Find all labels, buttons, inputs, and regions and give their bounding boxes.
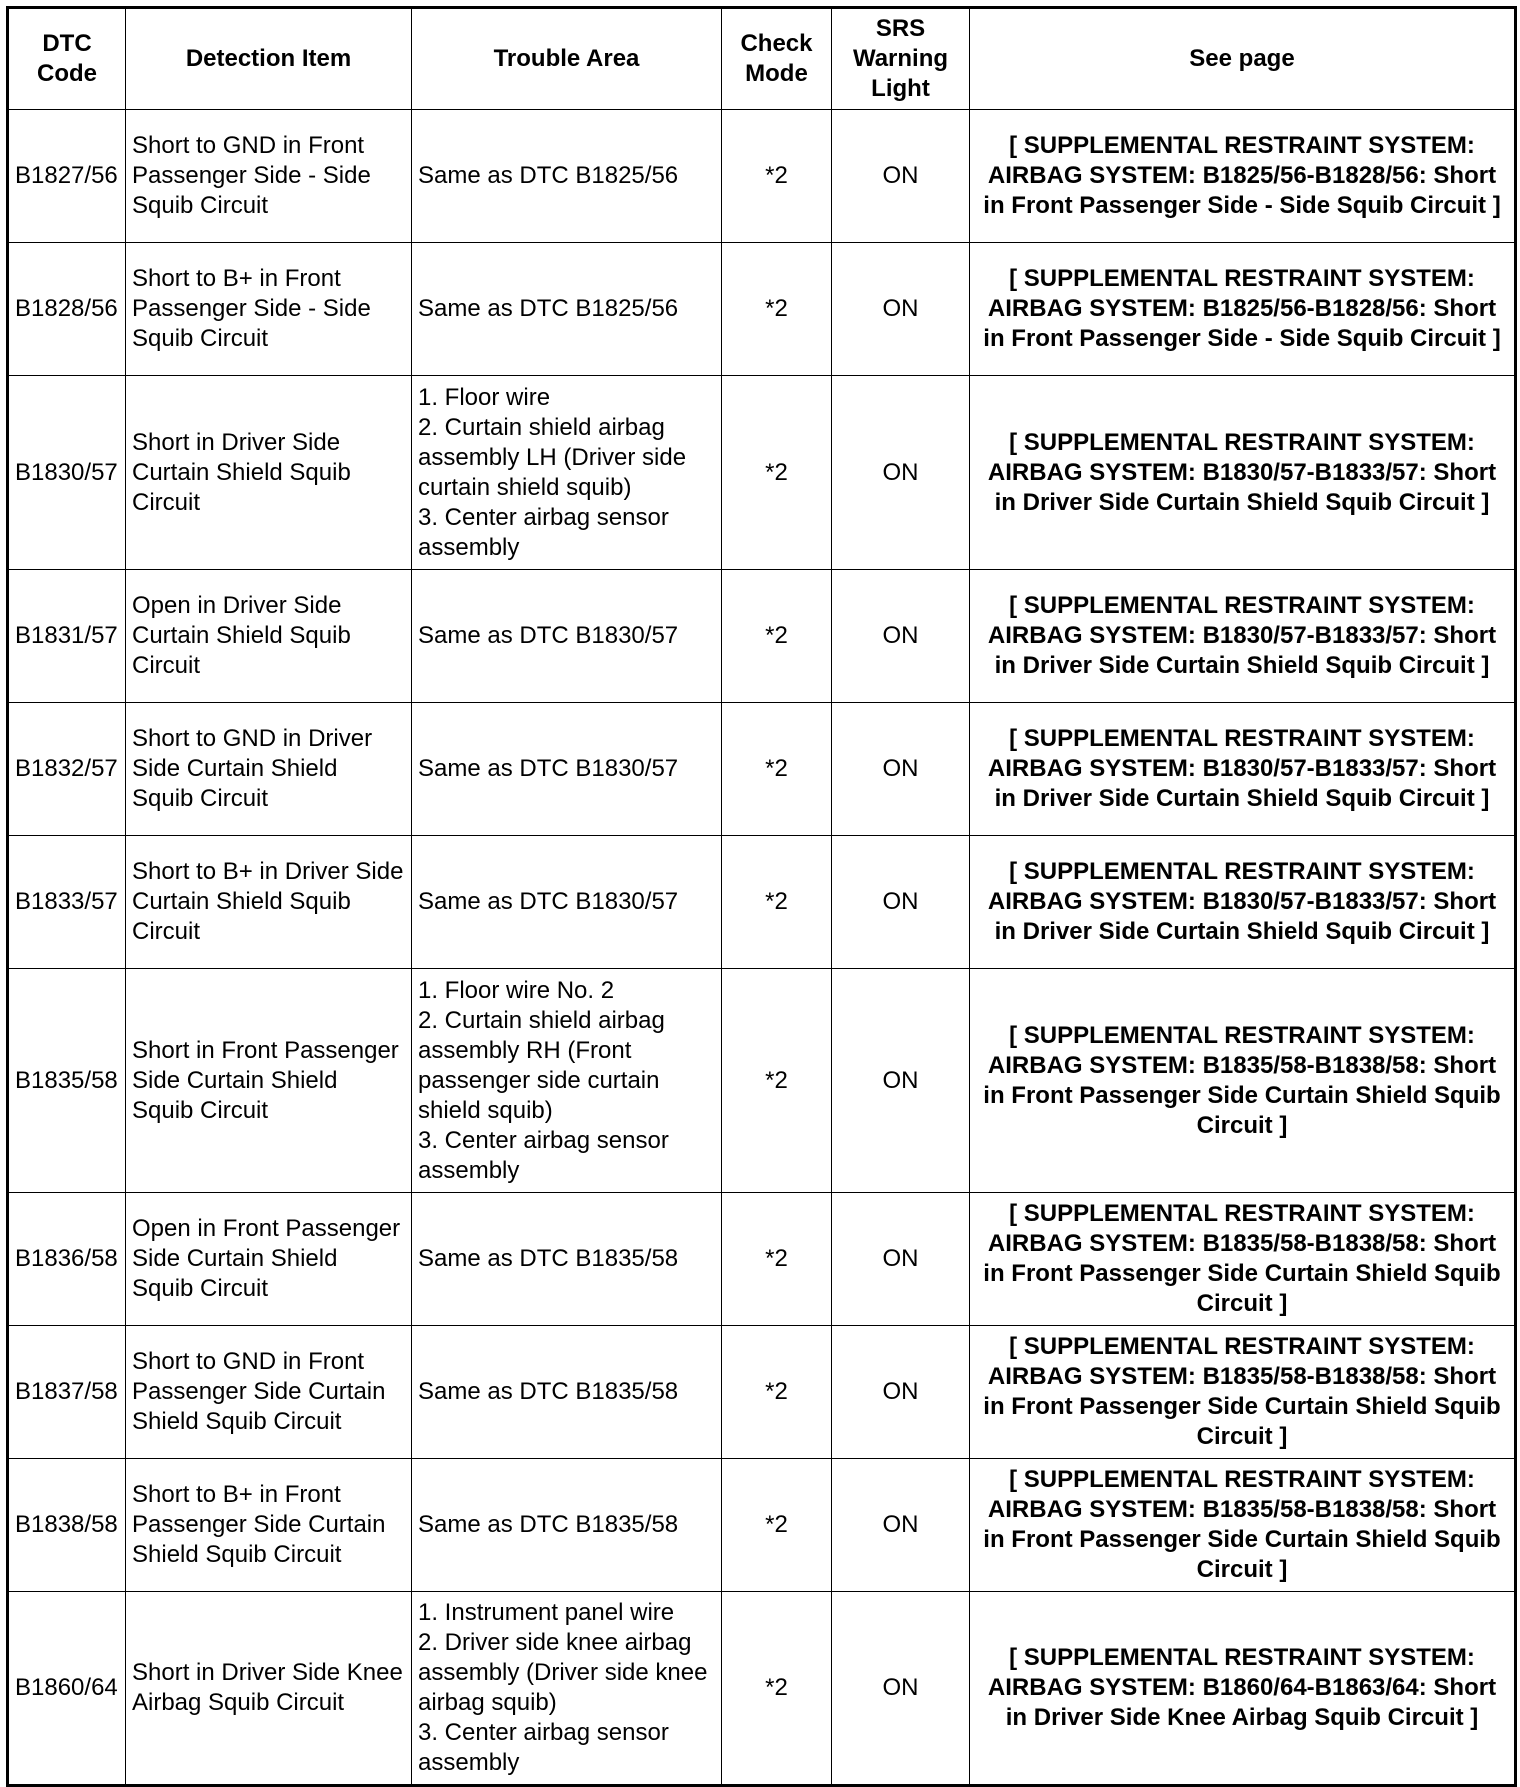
srs-warning-light-cell: ON xyxy=(832,1193,970,1326)
srs-warning-light-cell: ON xyxy=(832,110,970,243)
see-page-cell: [ SUPPLEMENTAL RESTRAINT SYSTEM: AIRBAG SYSTEM: B1825/56-B1828/56: Short in Front Passenger Side - Side Squib Circuit ] xyxy=(970,243,1516,376)
detection-item-cell: Short to GND in Front Passenger Side - Side Squib Circuit xyxy=(126,110,412,243)
table-row xyxy=(8,1459,1516,1592)
dtc-code-cell: B1830/57 xyxy=(8,376,126,570)
trouble-area-cell: Same as DTC B1835/58 xyxy=(412,1193,722,1326)
srs-warning-light-cell: ON xyxy=(832,1592,970,1786)
table-row xyxy=(8,376,1516,570)
srs-warning-light-cell: ON xyxy=(832,570,970,703)
dtc-code-cell: B1860/64 xyxy=(8,1592,126,1786)
dtc-code-cell: B1827/56 xyxy=(8,110,126,243)
check-mode-cell: *2 xyxy=(722,969,832,1193)
srs-warning-light-cell: ON xyxy=(832,243,970,376)
see-page-cell: [ SUPPLEMENTAL RESTRAINT SYSTEM: AIRBAG SYSTEM: B1835/58-B1838/58: Short in Front Passenger Side Curtain Shield Squib Circuit ] xyxy=(970,1459,1516,1592)
detection-item-cell: Short to GND in Front Passenger Side Curtain Shield Squib Circuit xyxy=(126,1326,412,1459)
dtc-code-cell: B1833/57 xyxy=(8,836,126,969)
check-mode-cell: *2 xyxy=(722,376,832,570)
detection-item-cell: Open in Front Passenger Side Curtain Shield Squib Circuit xyxy=(126,1193,412,1326)
see-page-cell: [ SUPPLEMENTAL RESTRAINT SYSTEM: AIRBAG SYSTEM: B1830/57-B1833/57: Short in Driver Side Curtain Shield Squib Circuit ] xyxy=(970,703,1516,836)
table-row xyxy=(8,1326,1516,1459)
table-row xyxy=(8,836,1516,969)
header-row xyxy=(8,8,1516,110)
header-dtc-code: DTC Code xyxy=(8,8,126,110)
table-row xyxy=(8,110,1516,243)
table-row xyxy=(8,243,1516,376)
check-mode-cell: *2 xyxy=(722,110,832,243)
dtc-code-cell: B1837/58 xyxy=(8,1326,126,1459)
check-mode-cell: *2 xyxy=(722,1459,832,1592)
trouble-area-cell: Same as DTC B1830/57 xyxy=(412,570,722,703)
detection-item-cell: Short to B+ in Front Passenger Side Curtain Shield Squib Circuit xyxy=(126,1459,412,1592)
check-mode-cell: *2 xyxy=(722,570,832,703)
table-row xyxy=(8,969,1516,1193)
detection-item-cell: Short to GND in Driver Side Curtain Shield Squib Circuit xyxy=(126,703,412,836)
table-row xyxy=(8,703,1516,836)
detection-item-cell: Short to B+ in Front Passenger Side - Side Squib Circuit xyxy=(126,243,412,376)
trouble-area-cell: Same as DTC B1835/58 xyxy=(412,1459,722,1592)
dtc-code-cell: B1838/58 xyxy=(8,1459,126,1592)
dtc-code-cell: B1836/58 xyxy=(8,1193,126,1326)
srs-warning-light-cell: ON xyxy=(832,836,970,969)
srs-warning-light-cell: ON xyxy=(832,1326,970,1459)
trouble-area-cell: Same as DTC B1830/57 xyxy=(412,703,722,836)
check-mode-cell: *2 xyxy=(722,1193,832,1326)
dtc-code-cell: B1828/56 xyxy=(8,243,126,376)
dtc-code-cell: B1835/58 xyxy=(8,969,126,1193)
header-check-mode: Check Mode xyxy=(722,8,832,110)
srs-warning-light-cell: ON xyxy=(832,969,970,1193)
trouble-area-cell: 1. Instrument panel wire 2. Driver side knee airbag assembly (Driver side knee airbag squib) 3. Center airbag sensor assembly xyxy=(412,1592,722,1786)
dtc-table xyxy=(6,6,1517,1787)
check-mode-cell: *2 xyxy=(722,1592,832,1786)
srs-warning-light-cell: ON xyxy=(832,376,970,570)
trouble-area-cell: Same as DTC B1825/56 xyxy=(412,110,722,243)
dtc-code-cell: B1831/57 xyxy=(8,570,126,703)
header-trouble-area: Trouble Area xyxy=(412,8,722,110)
dtc-code-cell: B1832/57 xyxy=(8,703,126,836)
check-mode-cell: *2 xyxy=(722,243,832,376)
see-page-cell: [ SUPPLEMENTAL RESTRAINT SYSTEM: AIRBAG SYSTEM: B1835/58-B1838/58: Short in Front Passenger Side Curtain Shield Squib Circuit ] xyxy=(970,1326,1516,1459)
table-row xyxy=(8,1193,1516,1326)
table-row xyxy=(8,1592,1516,1786)
see-page-cell: [ SUPPLEMENTAL RESTRAINT SYSTEM: AIRBAG SYSTEM: B1830/57-B1833/57: Short in Driver Side Curtain Shield Squib Circuit ] xyxy=(970,836,1516,969)
detection-item-cell: Short to B+ in Driver Side Curtain Shield Squib Circuit xyxy=(126,836,412,969)
srs-warning-light-cell: ON xyxy=(832,1459,970,1592)
trouble-area-cell: Same as DTC B1830/57 xyxy=(412,836,722,969)
header-srs-warning-light: SRS Warning Light xyxy=(832,8,970,110)
check-mode-cell: *2 xyxy=(722,836,832,969)
detection-item-cell: Open in Driver Side Curtain Shield Squib Circuit xyxy=(126,570,412,703)
trouble-area-cell: 1. Floor wire 2. Curtain shield airbag assembly LH (Driver side curtain shield squib) 3. Center airbag sensor assembly xyxy=(412,376,722,570)
detection-item-cell: Short in Driver Side Curtain Shield Squib Circuit xyxy=(126,376,412,570)
trouble-area-cell: Same as DTC B1835/58 xyxy=(412,1326,722,1459)
check-mode-cell: *2 xyxy=(722,703,832,836)
header-detection-item: Detection Item xyxy=(126,8,412,110)
detection-item-cell: Short in Front Passenger Side Curtain Shield Squib Circuit xyxy=(126,969,412,1193)
check-mode-cell: *2 xyxy=(722,1326,832,1459)
trouble-area-cell: 1. Floor wire No. 2 2. Curtain shield airbag assembly RH (Front passenger side curtain shield squib) 3. Center airbag sensor assembly xyxy=(412,969,722,1193)
see-page-cell: [ SUPPLEMENTAL RESTRAINT SYSTEM: AIRBAG SYSTEM: B1830/57-B1833/57: Short in Driver Side Curtain Shield Squib Circuit ] xyxy=(970,376,1516,570)
see-page-cell: [ SUPPLEMENTAL RESTRAINT SYSTEM: AIRBAG SYSTEM: B1830/57-B1833/57: Short in Driver Side Curtain Shield Squib Circuit ] xyxy=(970,570,1516,703)
see-page-cell: [ SUPPLEMENTAL RESTRAINT SYSTEM: AIRBAG SYSTEM: B1835/58-B1838/58: Short in Front Passenger Side Curtain Shield Squib Circuit ] xyxy=(970,1193,1516,1326)
see-page-cell: [ SUPPLEMENTAL RESTRAINT SYSTEM: AIRBAG SYSTEM: B1860/64-B1863/64: Short in Driver Side Knee Airbag Squib Circuit ] xyxy=(970,1592,1516,1786)
trouble-area-cell: Same as DTC B1825/56 xyxy=(412,243,722,376)
detection-item-cell: Short in Driver Side Knee Airbag Squib Circuit xyxy=(126,1592,412,1786)
table-body xyxy=(8,110,1516,1786)
header-see-page: See page xyxy=(970,8,1516,110)
table-row xyxy=(8,570,1516,703)
see-page-cell: [ SUPPLEMENTAL RESTRAINT SYSTEM: AIRBAG SYSTEM: B1835/58-B1838/58: Short in Front Passenger Side Curtain Shield Squib Circuit ] xyxy=(970,969,1516,1193)
srs-warning-light-cell: ON xyxy=(832,703,970,836)
see-page-cell: [ SUPPLEMENTAL RESTRAINT SYSTEM: AIRBAG SYSTEM: B1825/56-B1828/56: Short in Front Passenger Side - Side Squib Circuit ] xyxy=(970,110,1516,243)
